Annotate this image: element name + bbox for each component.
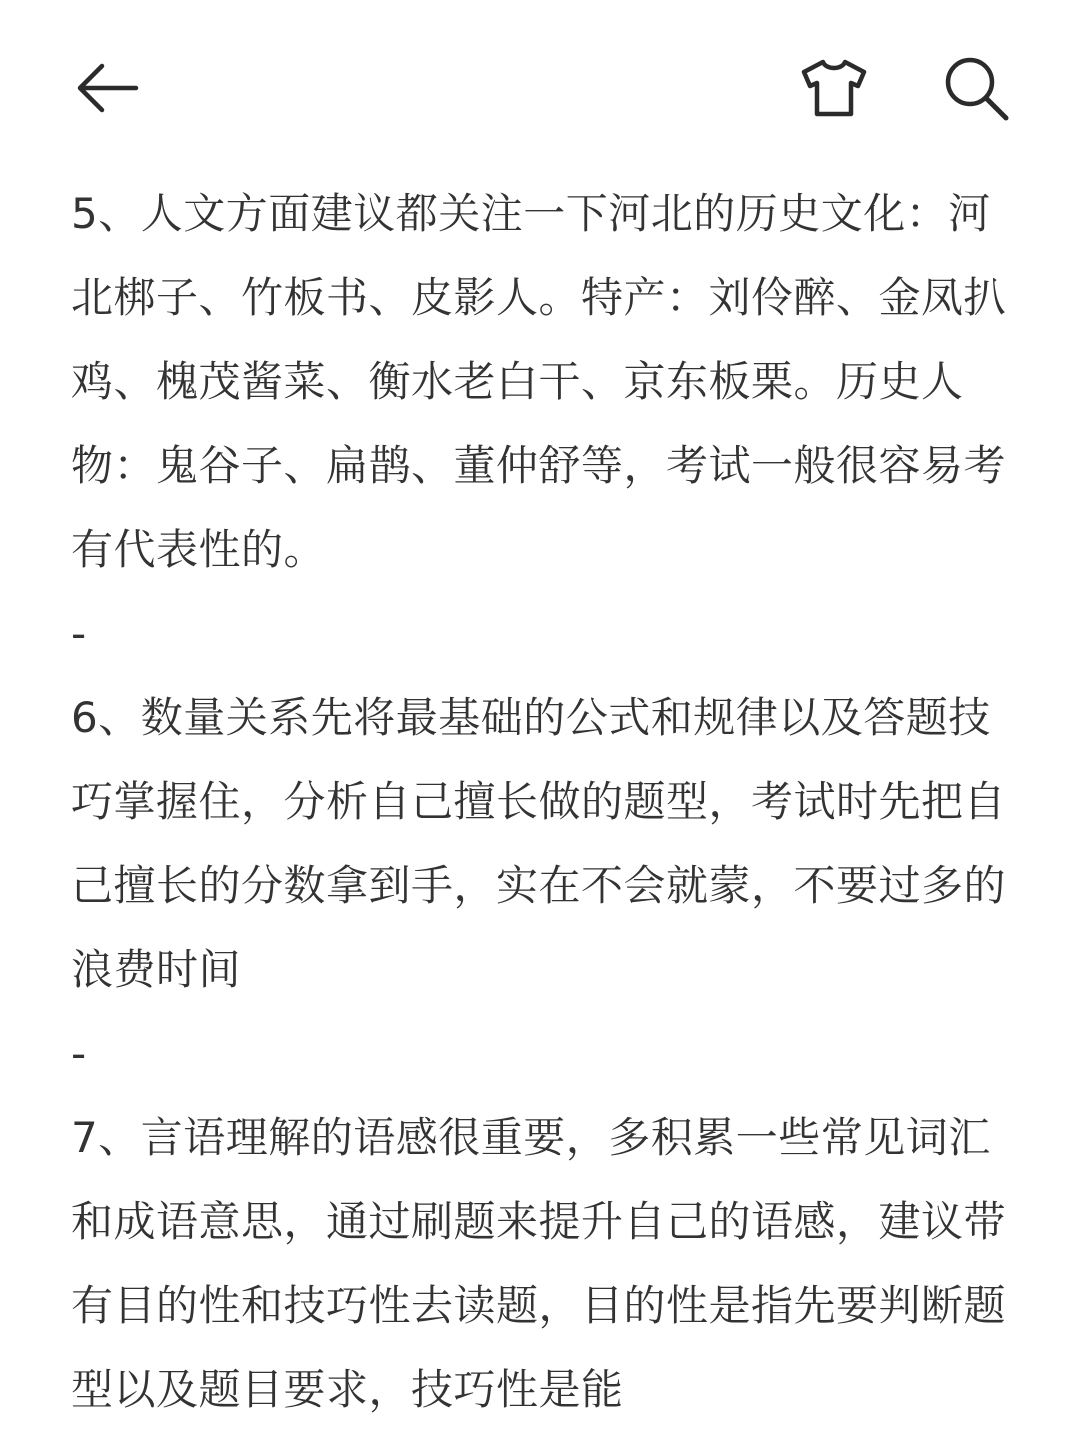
back-arrow-icon[interactable] xyxy=(70,52,142,124)
separator: - xyxy=(71,609,87,658)
t-shirt-icon[interactable] xyxy=(796,52,872,124)
search-icon[interactable] xyxy=(938,50,1014,126)
top-toolbar xyxy=(0,0,1080,175)
paragraph-5: 5、人文方面建议都关注一下河北的历史文化：河北梆子、竹板书、皮影人。特产：刘伶醉、金凤扒鸡、槐茂酱菜、衡水老白干、京东板栗。历史人物：鬼谷子、扁鹊、董仲舒等，考试一般很容易考有代表性的。 xyxy=(71,189,1007,574)
paragraph-6: 6、数量关系先将最基础的公式和规律以及答题技巧掌握住，分析自己擅长做的题型，考试时先把自己擅长的分数拿到手，实在不会就蒙，不要过多的浪费时间 xyxy=(71,693,1007,994)
paragraph-7: 7、言语理解的语感很重要，多积累一些常见词汇和成语意思，通过刷题来提升自己的语感，建议带有目的性和技巧性去读题，目的性是指先要判断题型以及题目要求，技巧性是能 xyxy=(71,1113,1007,1414)
separator: - xyxy=(71,1029,87,1078)
article-body xyxy=(71,172,1011,1432)
